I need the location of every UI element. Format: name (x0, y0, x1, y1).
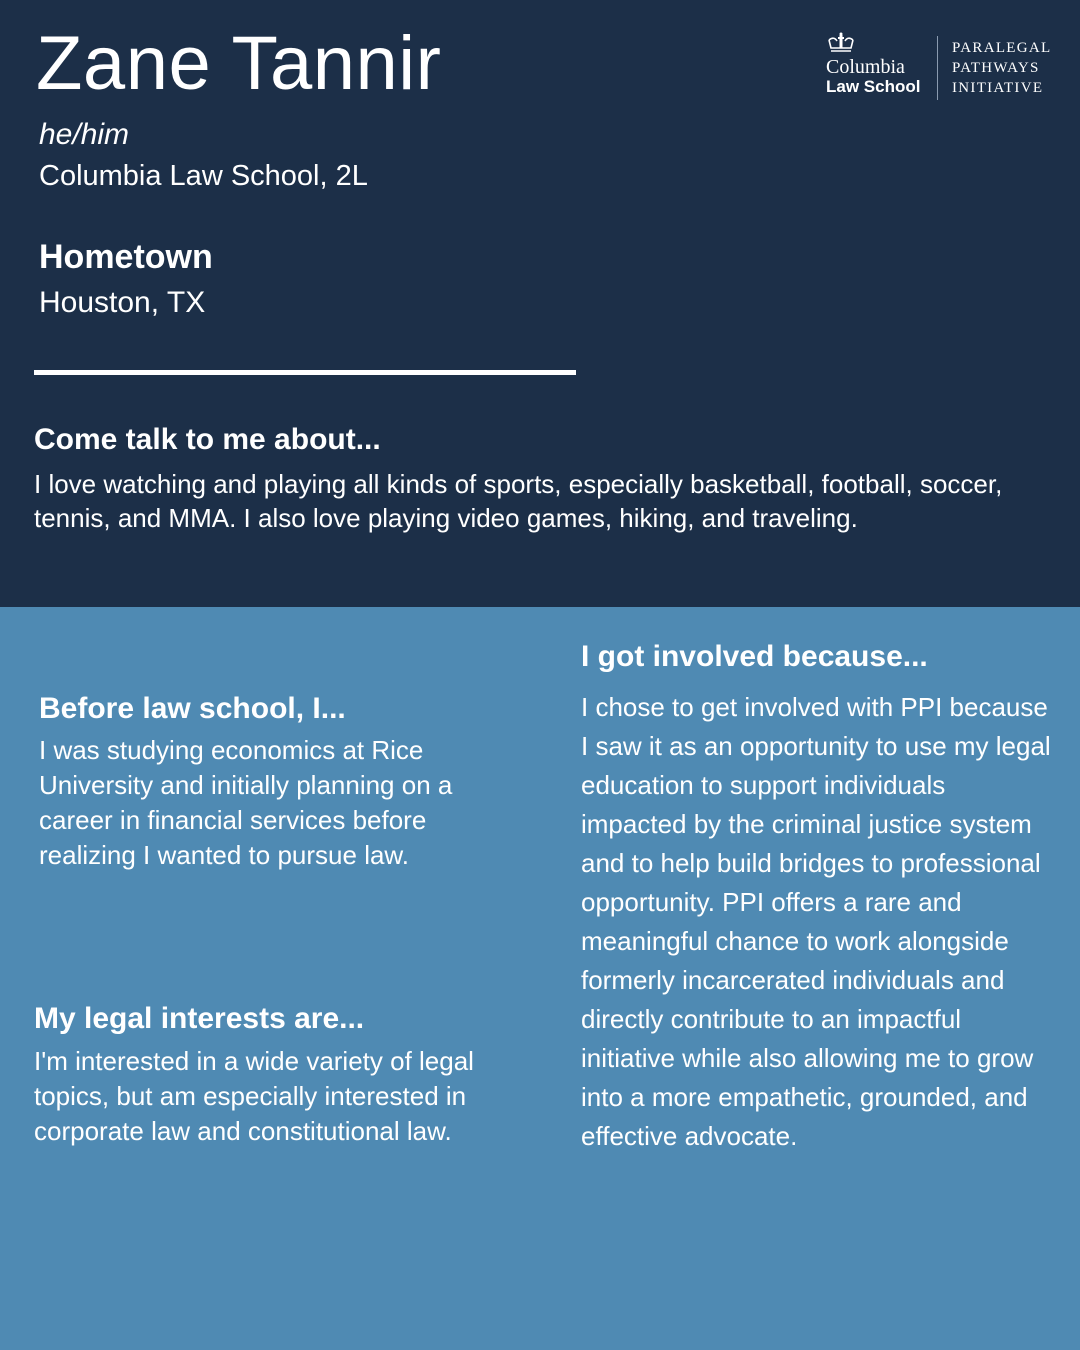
divider-rule (34, 370, 576, 375)
hometown-label: Hometown (39, 238, 213, 276)
involved-body: I chose to get involved with PPI because I saw it as an opportunity to use my legal education to support individuals impacted by the criminal justice system and to help build bridges to professional opportunity. PPI offers a rare and meaningful chance to work alongside formerly incarcerated individuals and directly contribute to an impactful initiative while also allowing me to grow into a more empathetic, grounded, and effective advocate. (581, 692, 1051, 1151)
logo-divider (937, 36, 938, 100)
school-year: Columbia Law School, 2L (39, 160, 368, 192)
logo-program-name (952, 38, 1052, 98)
logo-program-line: INITIATIVE (952, 80, 1044, 96)
logo-law-school: Law School (826, 77, 921, 96)
before-body: I was studying economics at Rice University and initially planning on a career in financial services before realizing I wanted to pursue law. (39, 735, 453, 870)
legal-body: I'm interested in a wide variety of legal topics, but am especially interested in corporate law and constitutional law. (34, 1046, 474, 1146)
talk-heading: Come talk to me about... (34, 423, 381, 456)
legal-heading: My legal interests are... (34, 1002, 365, 1035)
pronouns: he/him (39, 118, 130, 151)
crown-icon (826, 32, 856, 54)
logo-columbia: Columbia (826, 56, 905, 78)
involved-heading: I got involved because... (581, 640, 928, 673)
talk-body: I love watching and playing all kinds of sports, especially basketball, football, soccer, tennis, and MMA. I also love playing video games, hiking, and traveling. (34, 469, 1003, 533)
hometown-value: Houston, TX (39, 286, 206, 319)
profile-name: Zane Tannir (36, 21, 442, 106)
before-heading: Before law school, I... (39, 692, 346, 725)
logo-program-line: PATHWAYS (952, 60, 1040, 76)
logo-program-line: PARALEGAL (952, 40, 1052, 56)
columbia-ppi-logo (824, 32, 1056, 100)
